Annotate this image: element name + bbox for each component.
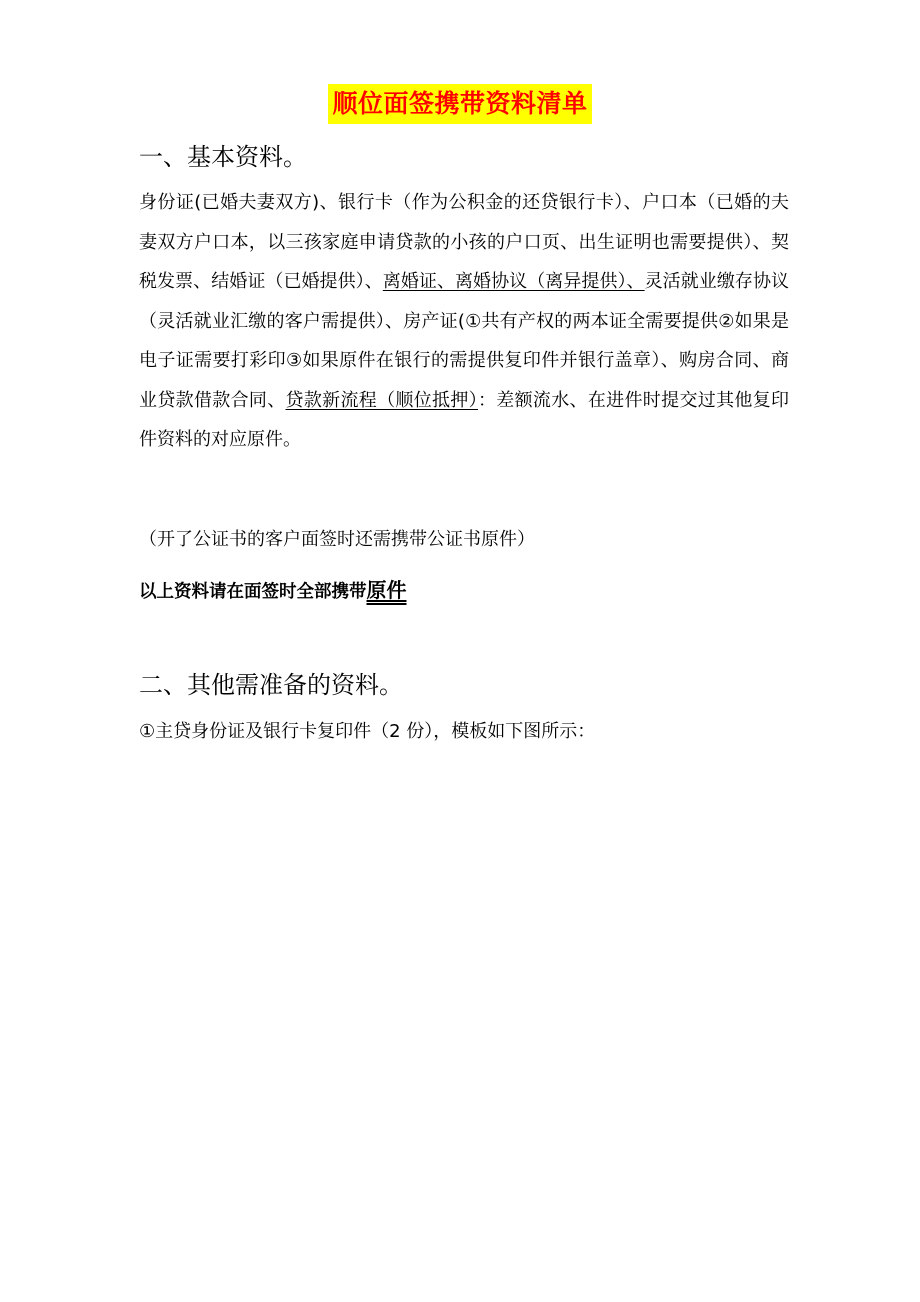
document-title: 顺位面签携带资料清单 [328,84,591,124]
paragraph-text-part2: 灵活就业缴存协议（灵活就业汇缴的客户需提供）、房产证(①共有产权的两本证全需要提供②如果是电子证需要打彩印③如果原件在银行的需提供复印件并银行盖章）、购房合同、商业贷款借款合同、 [139,271,790,411]
notary-note: （开了公证书的客户面签时还需携带公证书原件） [139,529,535,550]
paragraph-text-part3: ：差额流水、在进件时提交过其他复印件资料的对应原件。 [139,389,790,450]
paragraph-text-part1: 身份证(已婚夫妻双方)、银行卡（作为公积金的还贷银行卡）、户口本（已婚的夫妻双方户口本，以三孩家庭申请贷款的小孩的户口页、出生证明也需要提供）、契税发票、结婚证（已婚提供）、 [139,192,789,292]
section-heading-other-materials: 二、其他需准备的资料。 [139,671,403,699]
reminder-text: 以上资料请在面签时全部携带 [139,582,367,602]
title-container [0,84,920,124]
divorce-documents-text: 离婚证、离婚协议（离异提供）、 [382,271,645,292]
new-loan-process-text: 贷款新流程（顺位抵押） [285,389,478,411]
originals-emphasis: 原件 [366,578,407,602]
id-bankcard-copy-item: ①主贷身份证及银行卡复印件（2 份），模板如下图所示： [139,721,596,742]
section-heading-basic-materials: 一、基本资料。 [139,143,307,171]
basic-materials-paragraph [139,183,789,460]
bring-originals-reminder [139,571,789,613]
